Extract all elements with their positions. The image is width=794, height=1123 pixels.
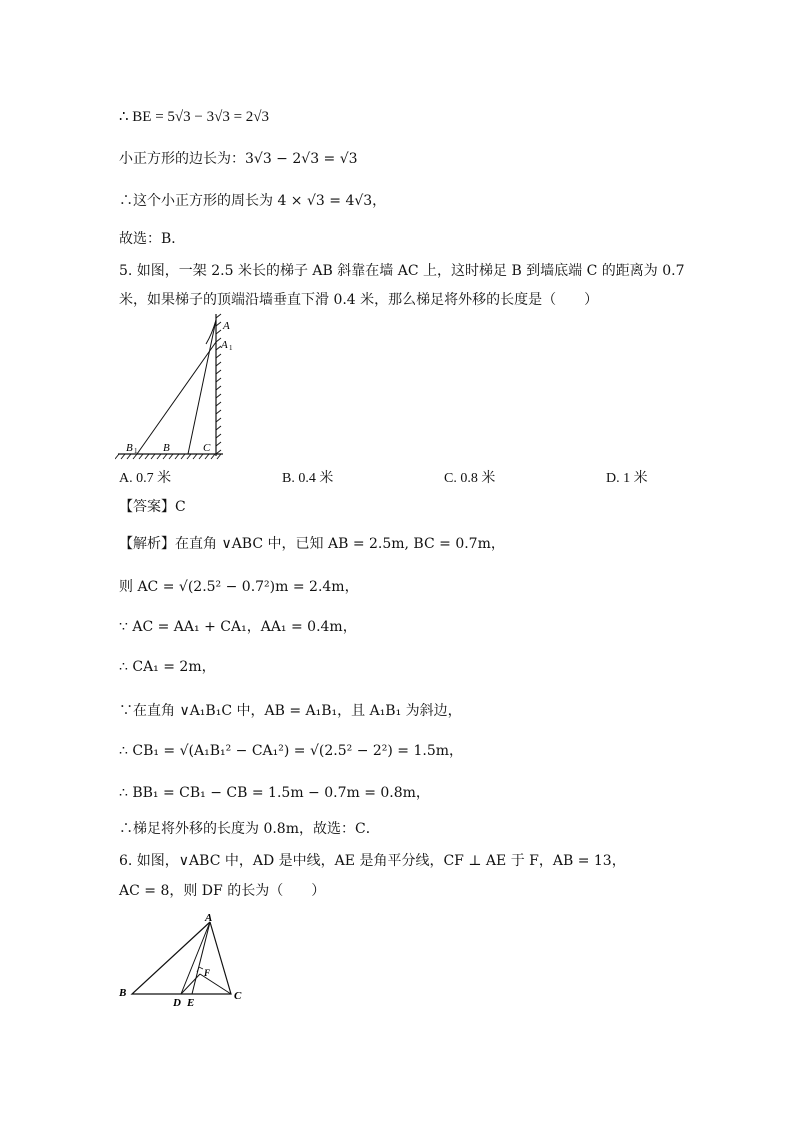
prev-solution-line-1: ∴ BE = 5√3 − 3√3 = 2√3 [119, 109, 270, 125]
q6-triangle-figure [115, 912, 255, 1012]
q6-label-F: F [204, 968, 211, 978]
q6-label-E: E [187, 997, 195, 1009]
prev-solution-line-2: 小正方形的边长为：3√3 − 2√3 = √3 [119, 151, 358, 167]
q5-label-C: C [203, 442, 211, 454]
q5-label-A1: A [221, 339, 228, 351]
q5-analysis-line-1: 【解析】在直角 ∨ABC 中，已知 AB = 2.5m, BC = 0.7m， [119, 536, 505, 552]
prev-solution-line-4: 故选：B． [119, 231, 186, 247]
q5-analysis-line-8: ∴梯足将外移的长度为 0.8m，故选：C． [119, 821, 380, 837]
q5-analysis-line-6: ∴ CB₁ = √(A₁B₁² − CA₁²) = √(2.5² − 2²) = 1.5m， [119, 743, 464, 759]
q5-analysis-line-2: 则 AC = √(2.5² − 0.7²)m = 2.4m， [119, 579, 359, 595]
q5-stem-line-1: 5. 如图，一架 2.5 米长的梯子 AB 斜靠在墙 AC 上，这时梯足 B 到墙底端 C 的距离为 0.7 [119, 263, 685, 279]
q5-analysis-line-7: ∴ BB₁ = CB₁ − CB = 1.5m − 0.7m = 0.8m， [119, 785, 430, 801]
q5-label-A: A [223, 320, 230, 332]
prev-solution-line-3: ∴这个小正方形的周长为 4 × √3 = 4√3， [119, 193, 387, 209]
q5-option-d: D. 1 米 [606, 471, 648, 486]
q6-label-C: C [234, 990, 242, 1002]
q6-stem-line-2: AC = 8，则 DF 的长为（ ） [119, 883, 326, 899]
q6-stem-line-1: 6. 如图，∨ABC 中，AD 是中线，AE 是角平分线，CF ⊥ AE 于 F，AB = 13， [119, 853, 626, 869]
q5-analysis-line-3: ∵ AC = AA₁ + CA₁，AA₁ = 0.4m， [119, 619, 357, 635]
q5-option-b: B. 0.4 米 [282, 471, 334, 486]
q6-label-A: A [205, 912, 213, 924]
q5-option-c: C. 0.8 米 [444, 471, 496, 486]
q5-stem-line-2: 米，如果梯子的顶端沿墙垂直下滑 0.4 米，那么梯足将外移的长度是（ ） [119, 292, 599, 308]
q5-label-B: B [163, 442, 170, 454]
q6-label-D: D [173, 997, 181, 1009]
q5-label-B1-sub: 1 [134, 447, 138, 455]
q5-ladder-figure [115, 312, 235, 462]
q5-label-B1: B [126, 442, 133, 454]
q5-label-A1-sub: 1 [229, 344, 233, 352]
q5-analysis-line-5: ∵在直角 ∨A₁B₁C 中，AB = A₁B₁，且 A₁B₁ 为斜边， [119, 703, 462, 719]
q5-option-a: A. 0.7 米 [119, 471, 172, 486]
q5-analysis-line-4: ∴ CA₁ = 2m， [119, 659, 216, 675]
q6-label-B: B [119, 987, 127, 999]
q5-answer: 【答案】C [119, 499, 186, 515]
